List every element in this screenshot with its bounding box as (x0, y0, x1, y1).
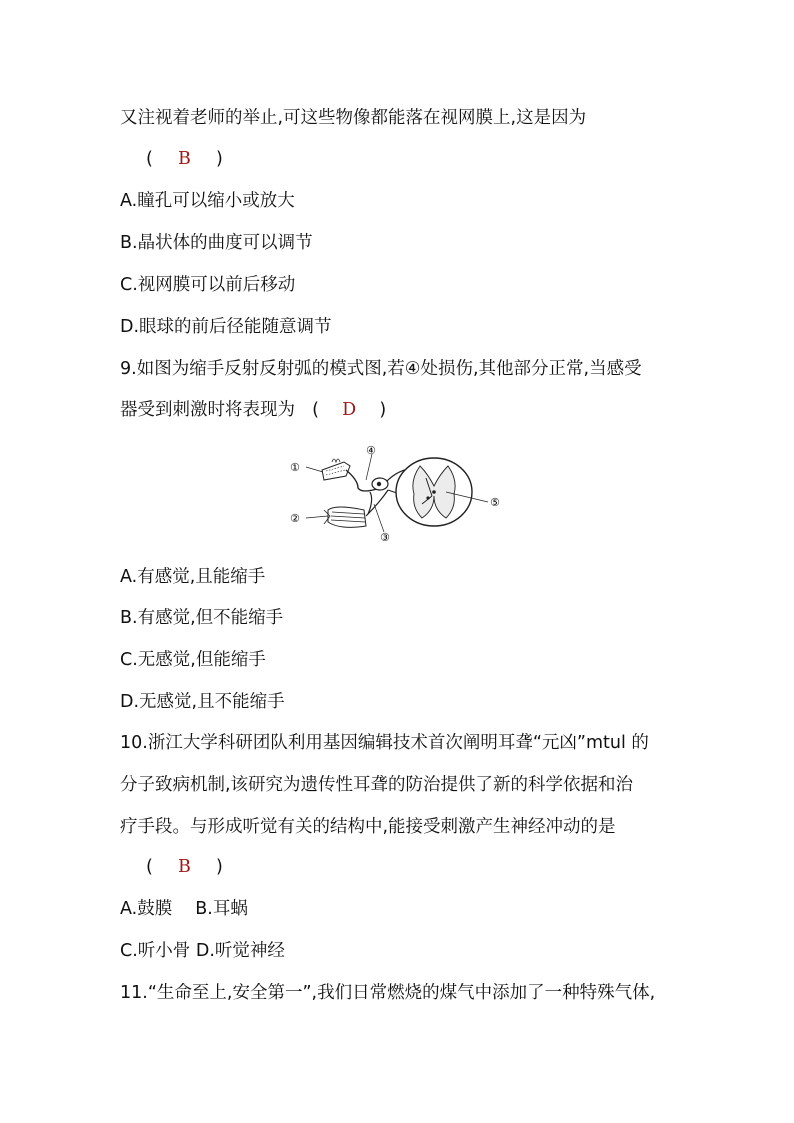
reflex-arc-diagram (288, 440, 510, 544)
reflex-arc-figure (288, 440, 510, 544)
q10-options-ab: A.鼓膜 B.耳蜗 (120, 899, 248, 919)
label-5: ⑤ (490, 496, 500, 509)
q11-text-line1: 11.“生命至上,安全第一”,我们日常燃烧的煤气中添加了一种特殊气体, (120, 983, 656, 1003)
spinal-cord (396, 458, 472, 526)
q8-answer: B (177, 149, 191, 169)
q8-text: 又注视着老师的举止,可这些物像都能落在视网膜上,这是因为 (120, 108, 587, 128)
paren-close: ) (379, 400, 387, 420)
q9-text-line1: 9.如图为缩手反射反射弧的模式图,若④处损伤,其他部分正常,当感受 (120, 359, 642, 379)
label-4: ④ (366, 444, 376, 457)
q9-option-b: B.有感觉,但不能缩手 (120, 608, 284, 628)
q10-answer: B (177, 857, 191, 877)
q8-option-c: C.视网膜可以前后移动 (120, 275, 296, 295)
q9-text-line2 (120, 398, 386, 422)
q8-answer-bracket (146, 147, 223, 171)
q10-text-line1: 10.浙江大学科研团队利用基因编辑技术首次阐明耳聋“元凶”mtul 的 (120, 733, 649, 753)
label-2: ② (290, 512, 300, 525)
label-1: ① (290, 461, 300, 474)
q10-text-line3: 疗手段。与形成听觉有关的结构中,能接受刺激产生神经冲动的是 (120, 817, 616, 837)
receptor-skin (322, 459, 350, 480)
q9-option-c: C.无感觉,但能缩手 (120, 650, 266, 670)
q10-answer-bracket (146, 855, 223, 879)
paren-close: ) (216, 149, 223, 169)
paren-close: ) (216, 857, 223, 877)
q10-options-cd: C.听小骨 D.听觉神经 (120, 941, 285, 961)
q8-option-d: D.眼球的前后径能随意调节 (120, 317, 332, 337)
q9-text-line2-content: 器受到刺激时将表现为 (120, 400, 295, 420)
paren-open: ( (312, 400, 319, 420)
effector-muscle (324, 507, 366, 527)
q10-text-line2: 分子致病机制,该研究为遗传性耳聋的防治提供了新的科学依据和治 (120, 775, 634, 795)
q8-option-b: B.晶状体的曲度可以调节 (120, 233, 313, 253)
paren-open: ( (146, 857, 153, 877)
q9-option-a: A.有感觉,且能缩手 (120, 567, 266, 587)
q9-option-d: D.无感觉,且不能缩手 (120, 692, 285, 712)
q8-option-a: A.瞳孔可以缩小或放大 (120, 191, 295, 211)
q9-answer: D (342, 400, 357, 420)
paren-open: ( (146, 149, 153, 169)
label-3: ③ (380, 531, 390, 544)
